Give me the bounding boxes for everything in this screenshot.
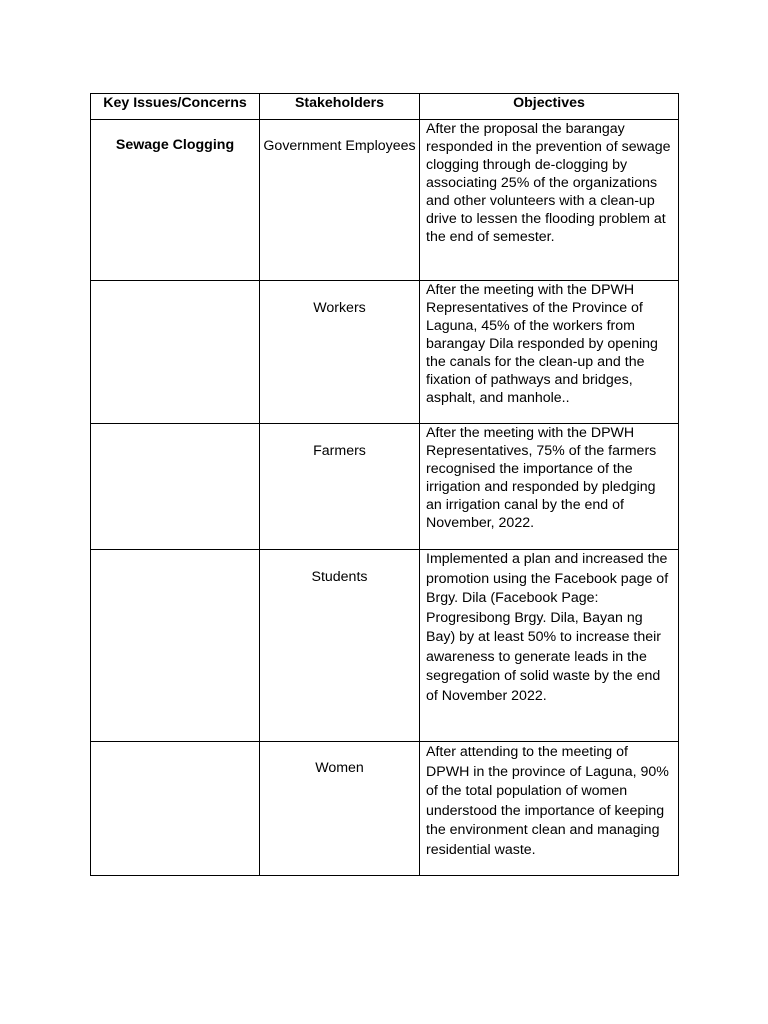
stakeholder-cell: Farmers <box>260 424 420 550</box>
objective-cell: After the proposal the barangay responded in the prevention of sewage clogging through de-clogging by associating 25% of the organizations and other volunteers with a clean-up drive to lessen the flooding problem at the end of semester. <box>420 120 679 281</box>
objective-cell: After the meeting with the DPWH Representatives, 75% of the farmers recognised the importance of the irrigation and responded by pledging an irrigation canal by the end of November, 2022. <box>420 424 679 550</box>
objective-cell: After the meeting with the DPWH Representatives of the Province of Laguna, 45% of the workers from barangay Dila responded by opening the canals for the clean-up and the fixation of pathways and bridges, asphalt, and manhole.. <box>420 281 679 424</box>
stakeholder-objectives-table <box>90 93 679 876</box>
header-key-issues: Key Issues/Concerns <box>91 94 260 120</box>
stakeholder-cell: Women <box>260 742 420 876</box>
issue-cell: Sewage Clogging <box>91 120 260 281</box>
header-stakeholders: Stakeholders <box>260 94 420 120</box>
issue-cell <box>91 424 260 550</box>
issue-cell <box>91 550 260 742</box>
issue-cell <box>91 742 260 876</box>
stakeholder-cell: Students <box>260 550 420 742</box>
objective-cell: Implemented a plan and increased the promotion using the Facebook page of Brgy. Dila (Facebook Page: Progresibong Brgy. Dila, Bayan ng Bay) by at least 50% to increase their awareness to generate leads in the segregation of solid waste by the end of November 2022. <box>420 550 679 742</box>
stakeholder-cell: Workers <box>260 281 420 424</box>
table-row <box>91 550 679 742</box>
table-row <box>91 281 679 424</box>
table-row <box>91 742 679 876</box>
table-row <box>91 424 679 550</box>
issue-cell <box>91 281 260 424</box>
table-header-row <box>91 94 679 120</box>
header-objectives: Objectives <box>420 94 679 120</box>
table-row <box>91 120 679 281</box>
stakeholder-cell: Government Employees <box>260 120 420 281</box>
objective-cell: After attending to the meeting of DPWH in the province of Laguna, 90% of the total population of women understood the importance of keeping the environment clean and managing residential waste. <box>420 742 679 876</box>
